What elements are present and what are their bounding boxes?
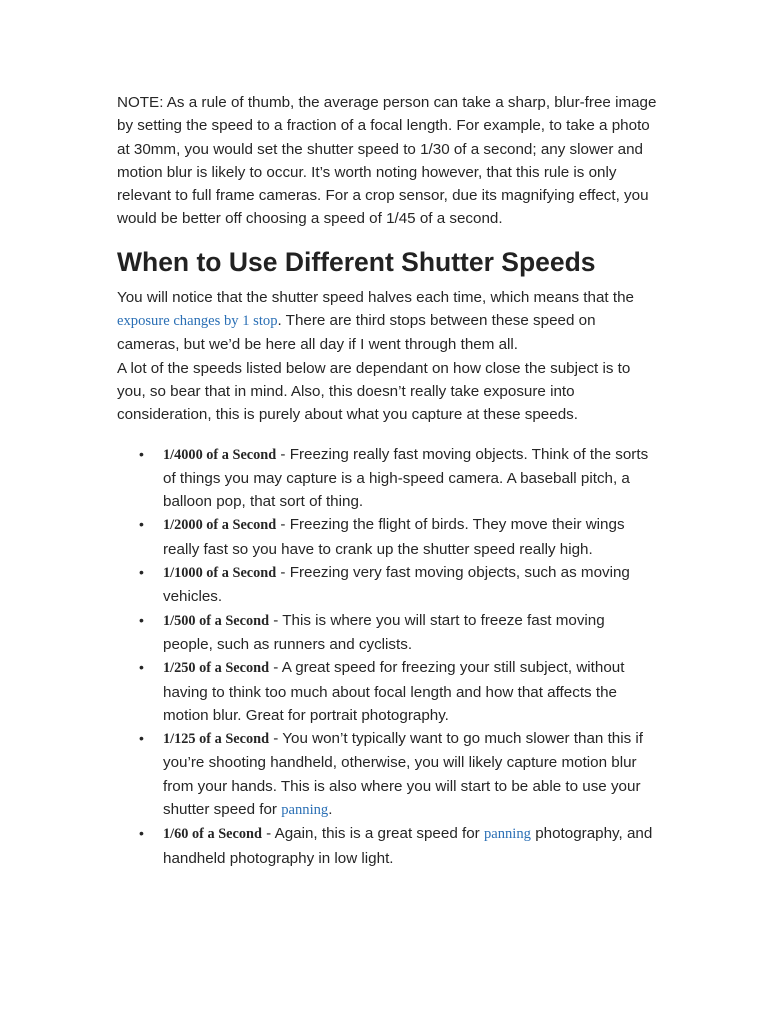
list-item [117,656,657,727]
speed-term: 1/125 of a Second [163,731,270,748]
list-item [117,822,657,870]
speed-term: 1/60 of a Second [163,826,262,843]
bullet-icon: • [139,611,144,628]
panning-link[interactable]: panning [483,826,531,843]
subject-distance-paragraph: A lot of the speeds listed below are dependant on how close the subject is to you, so bear that in mind. Also, this doesn’t really take exposure into consideration, this is purely about what you capture at these speeds. [117,359,631,424]
list-item [117,443,657,514]
bullet-icon: • [139,516,144,533]
speed-description: - This is where you will start to freeze fast moving people, such as runners and cyclists. [163,611,605,653]
document-page [117,91,657,870]
speed-term: 1/250 of a Second [163,660,270,677]
speed-term: 1/500 of a Second [163,612,270,629]
speed-description-end: photography, and handheld photography in low light. [163,825,653,867]
speed-description: - Freezing very fast moving objects, such as moving vehicles. [163,564,630,606]
speed-description: - A great speed for freezing your still subject, without having to think too much about focal length and how that affects the motion blur. Great for portrait photography. [163,659,625,724]
bullet-icon: • [139,825,144,842]
speed-term: 1/1000 of a Second [163,565,277,582]
list-item [117,513,657,561]
bullet-icon: • [139,564,144,581]
intro-paragraph [117,286,657,357]
bullet-icon: • [139,659,144,676]
intro-text-before-link: You will notice that the shutter speed halves each time, which means that the [117,288,634,306]
spacer [117,427,657,443]
panning-link[interactable]: panning [281,802,329,819]
shutter-speed-list [117,443,657,870]
list-item [117,561,657,609]
speed-term: 1/4000 of a Second [163,446,277,463]
intro-text-after-link: . There are third stops between these speed on cameras, but we’d be here all day if I went through them all. [117,312,596,354]
speed-description-end: . [328,801,333,819]
exposure-stop-link[interactable]: exposure changes by 1 stop [117,313,278,330]
speed-description: - Freezing really fast moving objects. Think of the sorts of things you may capture is a high-speed camera. A baseball pitch, a balloon pop, that sort of thing. [163,445,649,511]
list-item [117,727,657,822]
bullet-icon: • [139,445,144,462]
speed-term: 1/2000 of a Second [163,517,277,534]
speed-description: - Freezing the flight of birds. They move their wings really fast so you have to crank up the shutter speed really high. [163,516,625,558]
note-paragraph: NOTE: As a rule of thumb, the average person can take a sharp, blur-free image by setting the speed to a fraction of a focal length. For example, to take a photo at 30mm, you would set the shutter speed to 1/30 of a second; any slower and motion blur is likely to occur. It’s worth noting however, that this rule is only relevant to full frame cameras. For a crop sensor, due its magnifying effect, you would be better off choosing a speed of 1/45 of a second. [117,94,657,228]
section-heading: When to Use Different Shutter Speeds [117,246,596,277]
list-item [117,609,657,657]
speed-description: - Again, this is a great speed for [261,825,484,843]
speed-description: - You won’t typically want to go much slower than this if you’re shooting handheld, otherwise, you will likely capture motion blur from your hands. This is also where you will start to be able to use your shutter speed for [163,730,644,819]
bullet-icon: • [139,730,144,747]
